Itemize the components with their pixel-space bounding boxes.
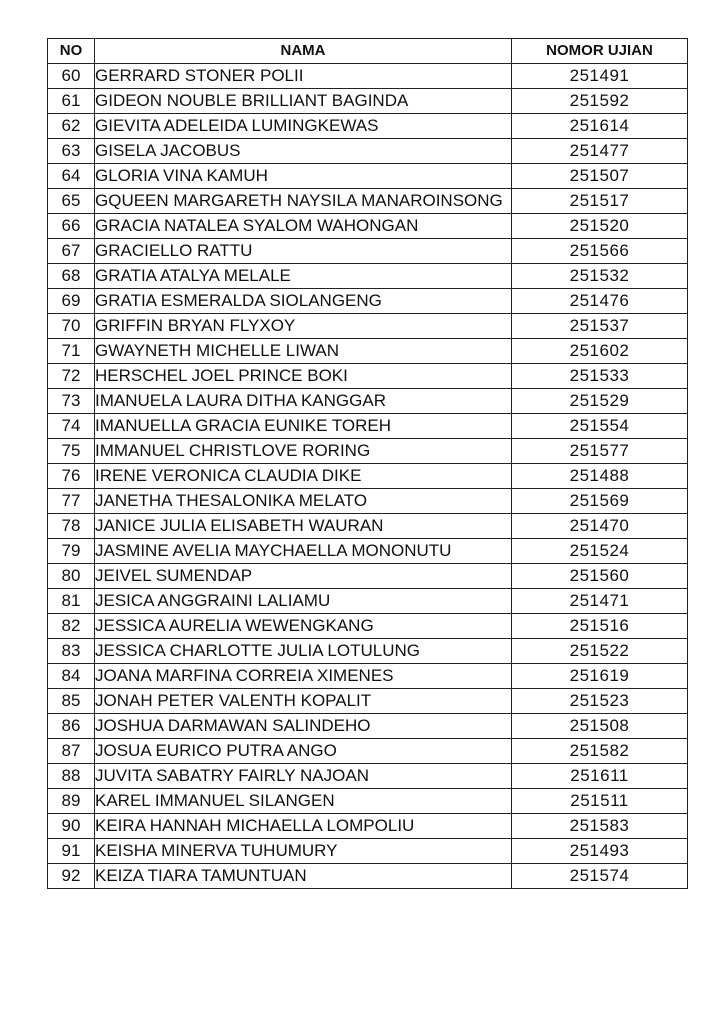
participant-name: GRACIA NATALEA SYALOM WAHONGAN	[95, 214, 512, 239]
row-number: 76	[48, 464, 95, 489]
row-number: 87	[48, 739, 95, 764]
table-row	[48, 514, 688, 539]
table-row	[48, 764, 688, 789]
table-row	[48, 614, 688, 639]
row-number: 64	[48, 164, 95, 189]
exam-number: 251583	[512, 814, 688, 839]
table-row	[48, 564, 688, 589]
participant-name: JEIVEL SUMENDAP	[95, 564, 512, 589]
exam-number: 251602	[512, 339, 688, 364]
table-row	[48, 314, 688, 339]
table-row	[48, 289, 688, 314]
header-no: NO	[48, 39, 95, 64]
table-row	[48, 189, 688, 214]
row-number: 75	[48, 439, 95, 464]
row-number: 66	[48, 214, 95, 239]
participant-name: KEISHA MINERVA TUHUMURY	[95, 839, 512, 864]
row-number: 80	[48, 564, 95, 589]
row-number: 69	[48, 289, 95, 314]
table-row	[48, 664, 688, 689]
participant-name: GIEVITA ADELEIDA LUMINGKEWAS	[95, 114, 512, 139]
participant-name: GIDEON NOUBLE BRILLIANT BAGINDA	[95, 89, 512, 114]
row-number: 91	[48, 839, 95, 864]
row-number: 88	[48, 764, 95, 789]
row-number: 84	[48, 664, 95, 689]
participant-name: JONAH PETER VALENTH KOPALIT	[95, 689, 512, 714]
participant-name: GLORIA VINA KAMUH	[95, 164, 512, 189]
participant-name: GWAYNETH MICHELLE LIWAN	[95, 339, 512, 364]
participant-name: KEIRA HANNAH MICHAELLA LOMPOLIU	[95, 814, 512, 839]
exam-number: 251520	[512, 214, 688, 239]
row-number: 83	[48, 639, 95, 664]
exam-number: 251533	[512, 364, 688, 389]
table-row	[48, 814, 688, 839]
table-row	[48, 489, 688, 514]
participant-name: KAREL IMMANUEL SILANGEN	[95, 789, 512, 814]
row-number: 67	[48, 239, 95, 264]
table-row	[48, 539, 688, 564]
exam-number: 251560	[512, 564, 688, 589]
table-row	[48, 689, 688, 714]
exam-number: 251566	[512, 239, 688, 264]
table-row	[48, 264, 688, 289]
exam-number: 251554	[512, 414, 688, 439]
participant-name: GRATIA ATALYA MELALE	[95, 264, 512, 289]
row-number: 72	[48, 364, 95, 389]
exam-number: 251508	[512, 714, 688, 739]
row-number: 70	[48, 314, 95, 339]
participant-name: JESSICA AURELIA WEWENGKANG	[95, 614, 512, 639]
table-header-row	[48, 39, 688, 64]
exam-number: 251574	[512, 864, 688, 889]
exam-number: 251614	[512, 114, 688, 139]
table-row	[48, 164, 688, 189]
table-row	[48, 414, 688, 439]
row-number: 73	[48, 389, 95, 414]
row-number: 77	[48, 489, 95, 514]
exam-number: 251532	[512, 264, 688, 289]
participant-name: GQUEEN MARGARETH NAYSILA MANAROINSONG	[95, 189, 512, 214]
exam-number: 251619	[512, 664, 688, 689]
participant-name: IMMANUEL CHRISTLOVE RORING	[95, 439, 512, 464]
table-row	[48, 739, 688, 764]
row-number: 62	[48, 114, 95, 139]
exam-number: 251471	[512, 589, 688, 614]
row-number: 78	[48, 514, 95, 539]
row-number: 60	[48, 64, 95, 89]
participant-name: JESICA ANGGRAINI LALIAMU	[95, 589, 512, 614]
table-row	[48, 64, 688, 89]
row-number: 65	[48, 189, 95, 214]
exam-number: 251507	[512, 164, 688, 189]
row-number: 89	[48, 789, 95, 814]
table-row	[48, 389, 688, 414]
row-number: 79	[48, 539, 95, 564]
exam-number: 251611	[512, 764, 688, 789]
exam-number: 251517	[512, 189, 688, 214]
exam-number: 251522	[512, 639, 688, 664]
participant-name: JOANA MARFINA CORREIA XIMENES	[95, 664, 512, 689]
participant-name: JOSHUA DARMAWAN SALINDEHO	[95, 714, 512, 739]
table-row	[48, 864, 688, 889]
table-row	[48, 464, 688, 489]
row-number: 92	[48, 864, 95, 889]
exam-number: 251577	[512, 439, 688, 464]
row-number: 81	[48, 589, 95, 614]
row-number: 90	[48, 814, 95, 839]
exam-number: 251493	[512, 839, 688, 864]
table-row	[48, 214, 688, 239]
table-body	[48, 64, 688, 889]
exam-number: 251476	[512, 289, 688, 314]
exam-number: 251470	[512, 514, 688, 539]
table-row	[48, 639, 688, 664]
participant-name: IRENE VERONICA CLAUDIA DIKE	[95, 464, 512, 489]
participant-name: JUVITA SABATRY FAIRLY NAJOAN	[95, 764, 512, 789]
exam-number: 251524	[512, 539, 688, 564]
exam-number: 251488	[512, 464, 688, 489]
exam-number: 251516	[512, 614, 688, 639]
participant-name: JANICE JULIA ELISABETH WAURAN	[95, 514, 512, 539]
participant-name: JESSICA CHARLOTTE JULIA LOTULUNG	[95, 639, 512, 664]
table-row	[48, 789, 688, 814]
exam-number: 251511	[512, 789, 688, 814]
exam-number: 251537	[512, 314, 688, 339]
table-row	[48, 589, 688, 614]
header-nama: NAMA	[95, 39, 512, 64]
row-number: 85	[48, 689, 95, 714]
participant-name: GRATIA ESMERALDA SIOLANGENG	[95, 289, 512, 314]
table-row	[48, 114, 688, 139]
row-number: 86	[48, 714, 95, 739]
participant-name: JASMINE AVELIA MAYCHAELLA MONONUTU	[95, 539, 512, 564]
table-row	[48, 364, 688, 389]
table-row	[48, 339, 688, 364]
exam-number: 251477	[512, 139, 688, 164]
exam-number: 251529	[512, 389, 688, 414]
table-row	[48, 839, 688, 864]
table-row	[48, 139, 688, 164]
participant-name: IMANUELLA GRACIA EUNIKE TOREH	[95, 414, 512, 439]
exam-number: 251523	[512, 689, 688, 714]
row-number: 68	[48, 264, 95, 289]
table-row	[48, 89, 688, 114]
exam-participant-table	[47, 38, 688, 889]
participant-name: GRIFFIN BRYAN FLYXOY	[95, 314, 512, 339]
participant-name: JOSUA EURICO PUTRA ANGO	[95, 739, 512, 764]
participant-name: GRACIELLO RATTU	[95, 239, 512, 264]
table-row	[48, 239, 688, 264]
table-row	[48, 714, 688, 739]
participant-name: KEIZA TIARA TAMUNTUAN	[95, 864, 512, 889]
participant-name: IMANUELA LAURA DITHA KANGGAR	[95, 389, 512, 414]
exam-number: 251592	[512, 89, 688, 114]
participant-name: HERSCHEL JOEL PRINCE BOKI	[95, 364, 512, 389]
row-number: 71	[48, 339, 95, 364]
exam-number: 251491	[512, 64, 688, 89]
participant-name: JANETHA THESALONIKA MELATO	[95, 489, 512, 514]
participant-name: GERRARD STONER POLII	[95, 64, 512, 89]
row-number: 61	[48, 89, 95, 114]
row-number: 82	[48, 614, 95, 639]
row-number: 63	[48, 139, 95, 164]
table-row	[48, 439, 688, 464]
exam-number: 251582	[512, 739, 688, 764]
row-number: 74	[48, 414, 95, 439]
participant-name: GISELA JACOBUS	[95, 139, 512, 164]
header-nomor-ujian: NOMOR UJIAN	[512, 39, 688, 64]
exam-number: 251569	[512, 489, 688, 514]
